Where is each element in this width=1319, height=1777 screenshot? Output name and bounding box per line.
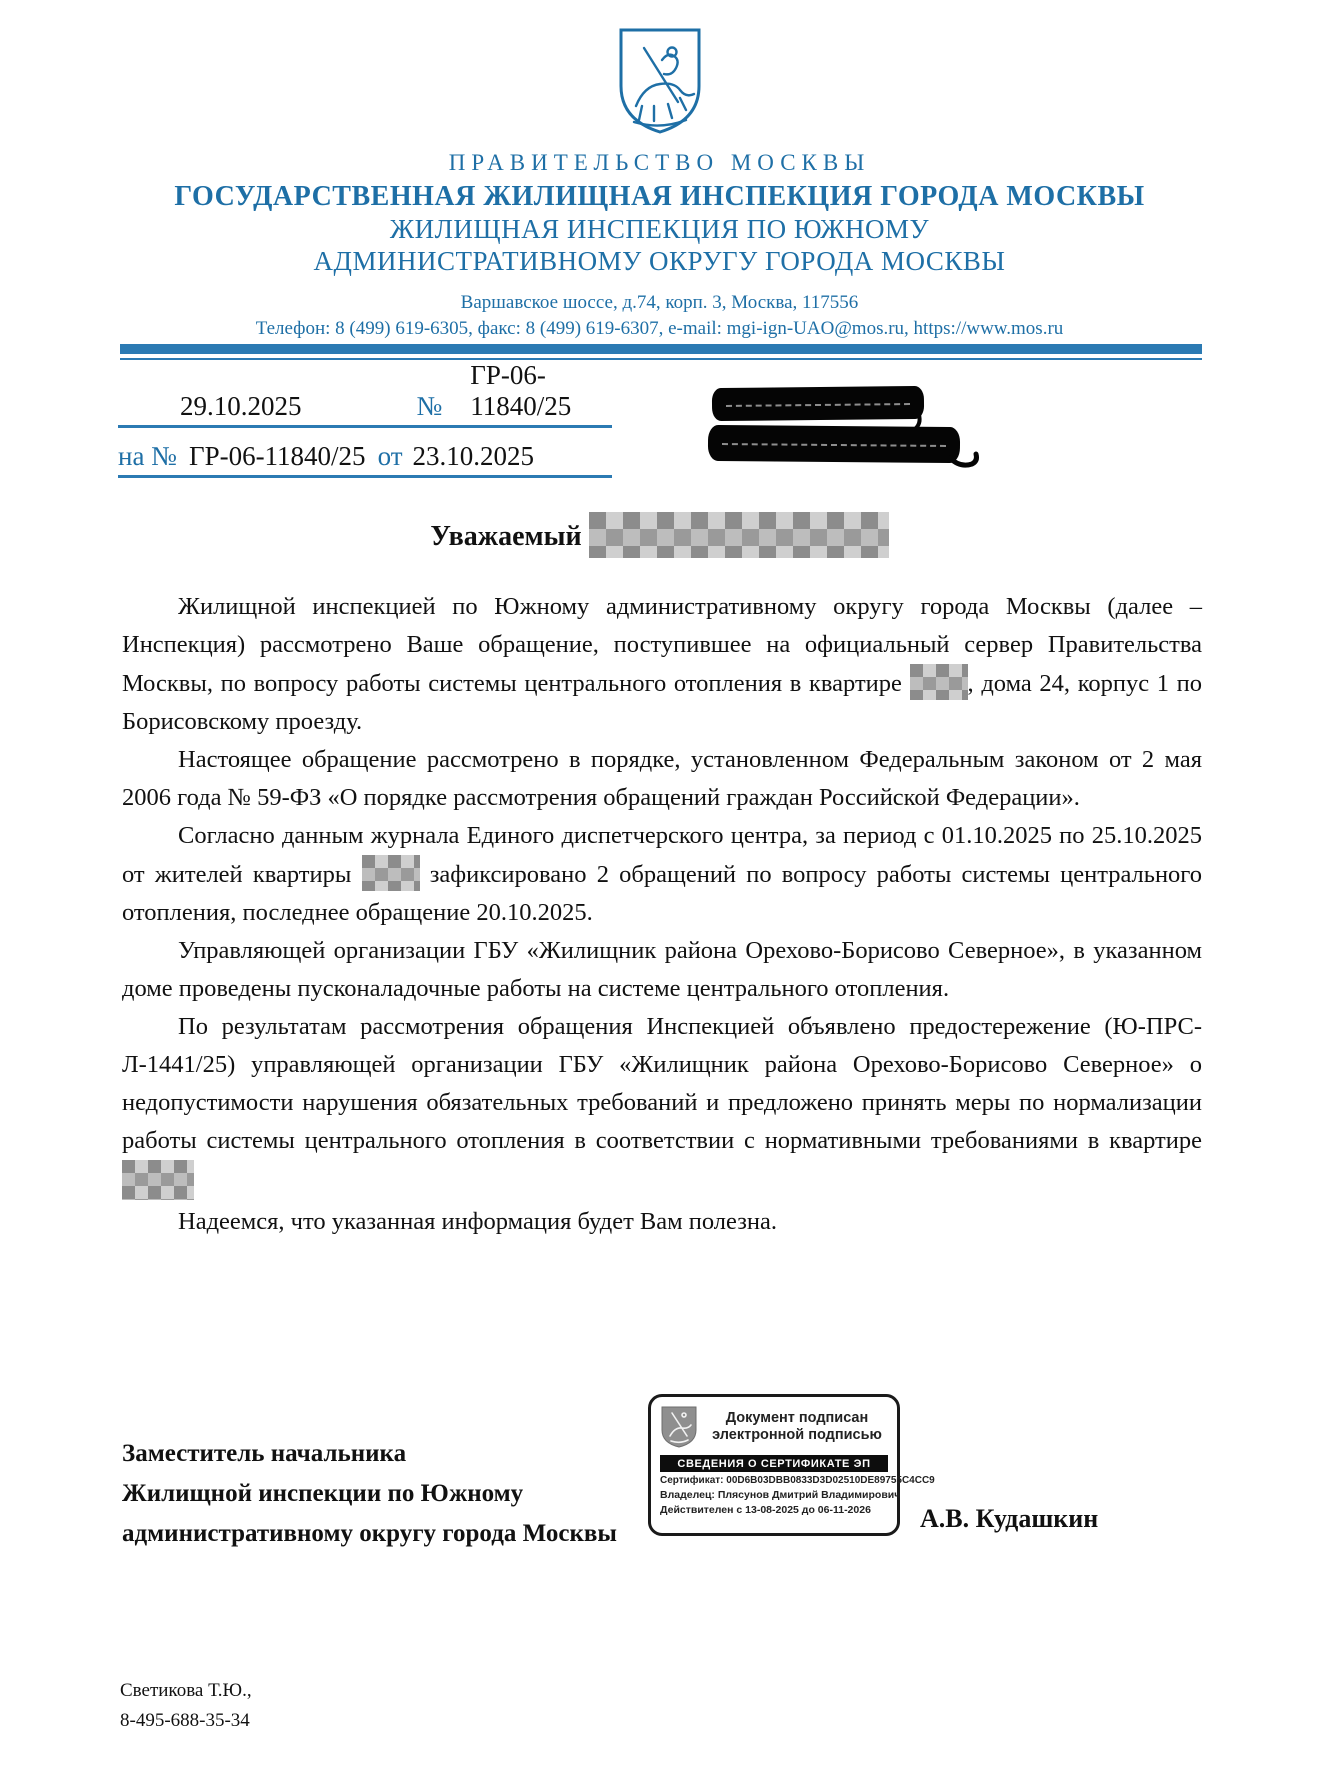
- paragraph: По результатам рассмотрения обращения Инспекцией объявлено предостережение (Ю-ПРС-Л-1441/25) управляющей организации ГБУ «Жилищник района Орехово-Борисово Северное» о недопустимости нарушения обязательных требований и предложено принять меры по нормализации работы системы центрального отопления в соответствии с нормативными требованиями в квартире: [122, 1008, 1202, 1203]
- pixelated-redaction: [362, 855, 420, 891]
- executor-name: Светикова Т.Ю.,: [120, 1680, 252, 1701]
- body-paragraphs: [122, 588, 1202, 1241]
- header-separator: [120, 344, 1202, 360]
- letter-number: ГР-06-11840/25: [470, 360, 572, 421]
- signatory-position-line: Жилищной инспекции по Южному: [122, 1480, 524, 1507]
- electronic-signature-stamp: [648, 1394, 935, 1536]
- stamp-certificate-banner: СВЕДЕНИЯ О СЕРТИФИКАТЕ ЭП: [660, 1455, 888, 1472]
- reference-block: [118, 360, 612, 478]
- pen-squiggle-marks: [890, 400, 990, 480]
- stamp-header: [660, 1405, 888, 1449]
- moscow-coat-of-arms-icon: [614, 26, 706, 138]
- executor-block: [120, 1676, 252, 1736]
- pixelated-redaction: [122, 1160, 194, 1200]
- incoming-reference-row: [118, 430, 612, 478]
- org-government: ПРАВИТЕЛЬСТВО МОСКВЫ: [448, 150, 871, 175]
- paragraph: Жилищной инспекцией по Южному административному округу города Москвы (далее – Инспекция) рассмотрено Ваше обращение, поступившее на официальный сервер Правительства Москвы, по вопросу работы системы центрального отопления в квартире , дома 24, корпус 1 по Борисовскому проезду.: [122, 593, 1202, 735]
- paragraph: Управляющей организации ГБУ «Жилищник района Орехово-Борисово Северное», в указанном доме проведены пусконаладочные работы на системе центрального отопления.: [122, 937, 1202, 1002]
- pixelated-redaction-recipient-name: [589, 512, 889, 558]
- signatory-position-line: Заместитель начальника: [122, 1440, 407, 1467]
- org-inspection: ГОСУДАРСТВЕННАЯ ЖИЛИЩНАЯ ИНСПЕКЦИЯ ГОРОДА МОСКВЫ: [174, 181, 1145, 212]
- separator-thin-line: [120, 358, 1202, 360]
- salutation-word: Уважаемый: [430, 521, 582, 552]
- paragraph: Согласно данным журнала Единого диспетчерского центра, за период с 01.10.2025 по 25.10.2025 от жителей квартиры зафиксировано 2 обращений по вопросу работы системы центрального отопления, последнее обращение 20.10.2025.: [122, 822, 1202, 926]
- reply-from-word: от: [377, 441, 403, 471]
- org-address: Варшавское шоссе, д.74, корп. 3, Москва, 117556: [460, 292, 859, 313]
- reply-prefix: на №: [118, 441, 177, 471]
- org-district-1: ЖИЛИЩНАЯ ИНСПЕКЦИЯ ПО ЮЖНОМУ: [389, 214, 930, 244]
- stamp-certificate-number: Сертификат: 00D6B03DBB0833D3D02510DE89755C4CC9: [660, 1475, 935, 1486]
- org-contacts: Телефон: 8 (499) 619-6305, факс: 8 (499) 619-6307, e-mail: mgi-ign-UAO@mos.ru, https://www.mos.ru: [255, 318, 1064, 339]
- executor-phone: 8-495-688-35-34: [120, 1710, 250, 1731]
- moscow-shield-gray-icon: [660, 1405, 698, 1449]
- pixelated-redaction: [910, 664, 968, 700]
- separator-thick-bar: [120, 344, 1202, 354]
- paragraph: Настоящее обращение рассмотрено в порядке, установленном Федеральным законом от 2 мая 2006 года № 59-ФЗ «О порядке рассмотрения обращений граждан Российской Федерации».: [122, 746, 1202, 811]
- paragraph: Надеемся, что указанная информация будет Вам полезна.: [178, 1208, 777, 1235]
- number-sign: №: [416, 391, 443, 421]
- reply-date: 23.10.2025: [412, 441, 535, 471]
- signatory-position-line: административному округу города Москвы: [122, 1520, 617, 1547]
- org-district-2: АДМИНИСТРАТИВНОМУ ОКРУГУ ГОРОДА МОСКВЫ: [313, 246, 1006, 276]
- signatory-position: [122, 1434, 617, 1554]
- salutation-line: [0, 512, 1319, 558]
- stamp-validity: Действителен с 13-08-2025 до 06-11-2026: [660, 1504, 871, 1516]
- letter-date: 29.10.2025: [180, 391, 302, 421]
- letterhead: [0, 26, 1319, 340]
- signatory-name: А.В. Кудашкин: [920, 1504, 1099, 1533]
- reply-number: ГР-06-11840/25: [188, 441, 366, 471]
- stamp-owner: Владелец: Плясунов Дмитрий Владимирович: [660, 1489, 901, 1501]
- outgoing-reference-row: [118, 360, 612, 428]
- stamp-title: Документ подписан электронной подписью: [712, 1410, 882, 1443]
